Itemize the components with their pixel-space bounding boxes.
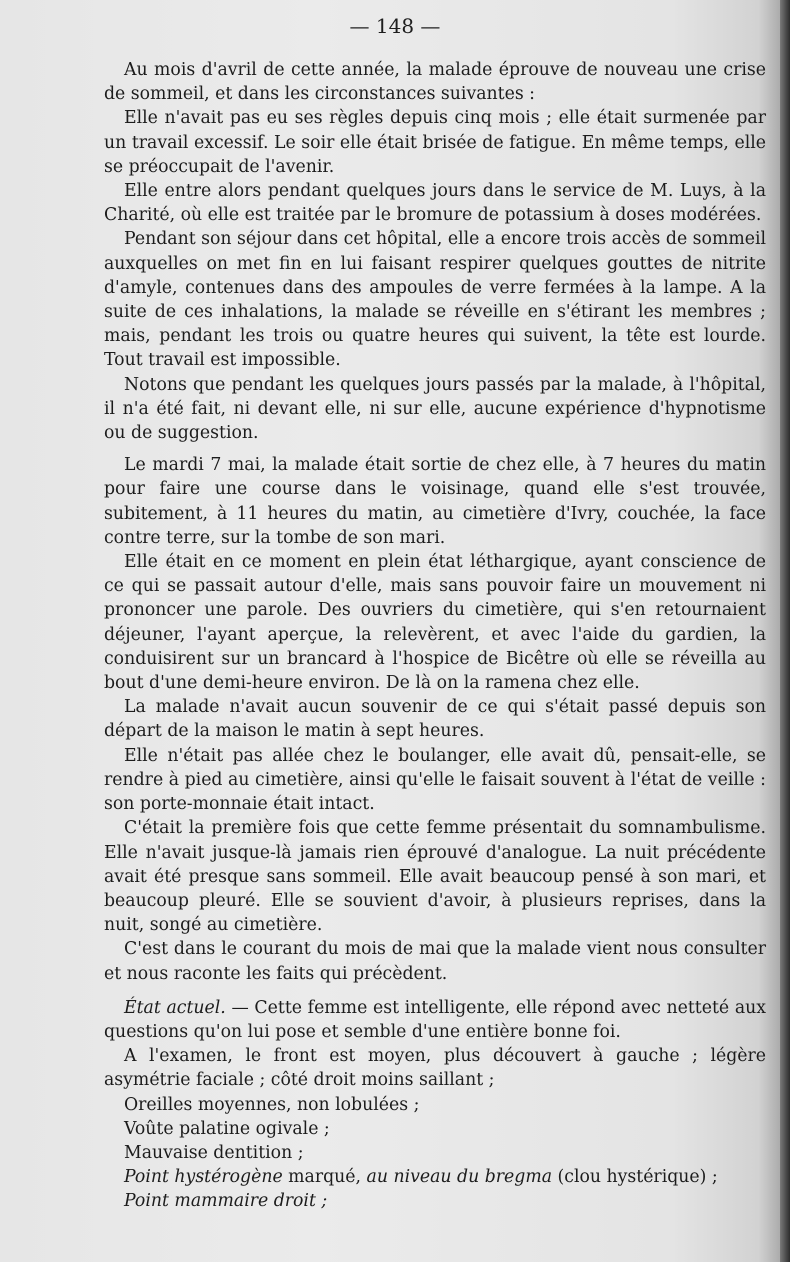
etat-actuel-paragraph xyxy=(104,996,766,1044)
etat-actuel-text: — Cette femme est intelligente, elle répond avec netteté aux questions qu'on lui pose et semble d'une entière bonne foi. xyxy=(104,997,767,1042)
point-hysterogene-text: marqué, xyxy=(282,1167,367,1188)
paragraph: Le mardi 7 mai, la malade était sortie de chez elle, à 7 heures du matin pour faire une course dans le voisinage, quand elle s'est trouvée, subitement, à 11 heures du matin, au cimetière d'Ivry, couchée, la face contre terre, sur la tombe de son mari. xyxy=(104,455,766,548)
paragraph: Elle n'avait pas eu ses règles depuis cinq mois ; elle était surmenée par un travail excessif. Le soir elle était brisée de fatigue. En même temps, elle se préoccupait de l'avenir. xyxy=(104,108,766,177)
paragraph: Pendant son séjour dans cet hôpital, elle a encore trois accès de sommeil auxquelles on met fin en lui faisant respirer quelques gouttes de nitrite d'amyle, contenues dans des ampoules de verre fermées à la lampe. A la suite de ces inhalations, la malade se réveille en s'étirant les membres ; mais, pendant les trois ou quatre heures qui suivent, la tête est lourde. Tout travail est impossible. xyxy=(104,229,766,371)
paragraph: La malade n'avait aucun souvenir de ce qui s'était passé depuis son départ de la maison le matin à sept heures. xyxy=(104,697,766,742)
paragraph: Elle était en ce moment en plein état léthargique, ayant conscience de ce qui se passait autour d'elle, mais sans pouvoir faire un mouvement ni prononcer une parole. Des ouvriers du cimetière, qui s'en retournaient déjeuner, l'ayant aperçue, la relevèrent, et avec l'aide du gardien, la conduisirent sur un brancard à l'hospice de Bicêtre où elle se réveilla au bout d'une demi-heure environ. De là on la ramena chez elle. xyxy=(104,552,766,694)
list-item: Oreilles moyennes, non lobulées ; xyxy=(124,1094,420,1115)
paragraph: C'est dans le courant du mois de mai que la malade vient nous consulter et nous raconte les faits qui précèdent. xyxy=(104,939,766,984)
list-item: Voûte palatine ogivale ; xyxy=(124,1118,330,1139)
list-item xyxy=(104,1165,766,1189)
etat-actuel-heading: État actuel. xyxy=(124,997,226,1018)
point-hysterogene-label: Point hystérogène xyxy=(124,1167,283,1188)
paragraph: Notons que pendant les quelques jours passés par la malade, à l'hôpital, il n'a été fait, ni devant elle, ni sur elle, aucune expérience d'hypnotisme ou de suggestion. xyxy=(104,374,766,444)
list-item: Point mammaire droit ; xyxy=(124,1191,328,1212)
paragraph: Au mois d'avril de cette année, la malade éprouve de nouveau une crise de sommeil, et dans les circonstances suivantes : xyxy=(104,60,766,105)
page-edge-shadow xyxy=(780,0,790,1262)
examen-paragraph: A l'examen, le front est moyen, plus découvert à gauche ; légère asymétrie faciale ; côté droit moins saillant ; xyxy=(104,1046,766,1091)
paragraph: C'était la première fois que cette femme présentait du somnambulisme. Elle n'avait jusque-là jamais rien éprouvé d'analogue. La nuit précédente avait été presque sans sommeil. Elle avait beaucoup pensé à son mari, et beaucoup pleuré. Elle se souvient d'avoir, à plusieurs reprises, dans la nuit, songé au cimetière. xyxy=(104,818,766,936)
point-hysterogene-note: (clou hystérique) ; xyxy=(552,1167,718,1188)
paragraph: Elle n'était pas allée chez le boulanger, elle avait dû, pensait-elle, se rendre à pied au cimetière, ainsi qu'elle le faisait souvent à l'état de veille : son porte-monnaie était intact. xyxy=(104,745,766,815)
page-number: — 148 — xyxy=(349,14,441,38)
paragraph: Elle entre alors pendant quelques jours dans le service de M. Luys, à la Charité, où elle est traitée par le bromure de potassium à doses modérées. xyxy=(104,181,766,226)
point-hysterogene-location: au niveau du bregma xyxy=(366,1167,553,1188)
page-body xyxy=(104,58,766,1214)
list-item: Mauvaise dentition ; xyxy=(124,1142,304,1163)
